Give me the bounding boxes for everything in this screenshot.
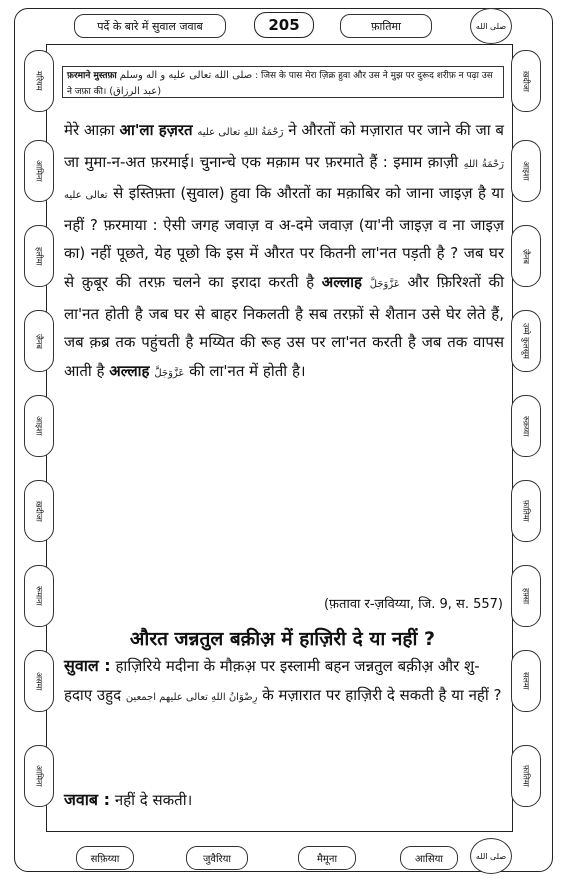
side-label-right: रुक़य्या xyxy=(511,395,541,457)
footer-item: मैमूना xyxy=(298,846,356,870)
body-arabic-honorific: رَحْمَةُ اللهِ تعالى عليه xyxy=(197,127,284,138)
answer-block xyxy=(64,786,504,815)
header-logo: صلى الله xyxy=(470,8,512,44)
footer-item: जुवैरिया xyxy=(186,846,248,870)
side-label-left: असमा xyxy=(24,650,54,712)
question-arabic: رِضْوَانُ اللهِ تعالى عليهم اجمعين xyxy=(125,691,258,703)
section-heading: औरत जन्नतुल बक़ीअ़ में हाज़िरी दे या नहीं ? xyxy=(129,628,436,650)
azza-honorific: عَزَّوَجَلَّ xyxy=(369,278,400,290)
body-text: ने औरतों को मज़ारात पर जाने की जा ब जा मुमा-न-अत फ़रमाई। चुनान्चे एक मक़ाम पर फ़रमाते हैं : इमाम क़ाज़ी xyxy=(64,121,504,171)
hadith-source: (عبد الرزاق) xyxy=(109,86,162,97)
page-number: 205 xyxy=(254,12,314,38)
side-label-right: फ़ातिमा xyxy=(511,480,541,542)
side-label-right: ख़दीजा xyxy=(511,50,541,112)
side-label-right: हफ़्सा xyxy=(511,565,541,627)
side-label-right: फ़ातिमा xyxy=(511,745,541,807)
footer-item: आसिया xyxy=(400,846,458,870)
body-text: से इस्तिफ़्ता (सुवाल) हुवा कि औरतों का मक़ाबिर को जाना जाइज़ है या नहीं ? फ़रमाया : ऐसी जगह जवाज़ व अ-दमे जवाज़ (या'नी जाइज़ व ना जाइज़ का) नहीं पूछते, येह पूछो कि इस में औरत पर कितनी ला'नत पड़ती है ? जब घर से क़ुबूर की तरफ़ चलने का इरादा करती है xyxy=(64,184,504,291)
side-label-left: रूमाना xyxy=(24,565,54,627)
side-label-right: ज़ैनब xyxy=(511,225,541,287)
side-label-left: आइशा xyxy=(24,395,54,457)
header-right-title: फ़ातिमा xyxy=(340,14,432,38)
side-label-left: हलीमा xyxy=(24,225,54,287)
side-label-left: आमिना xyxy=(24,140,54,202)
hadith-box xyxy=(62,66,504,98)
footer-item: सफ़िय्या xyxy=(76,846,134,870)
hadith-arabic: صلى الله تعالى عليه و اله وسلم xyxy=(119,70,253,81)
azza-honorific: عَزَّوَجَلَّ xyxy=(154,367,185,379)
side-label-right: सलमा xyxy=(511,650,541,712)
question-block xyxy=(64,652,504,712)
body-text: और फ़िरिश्तों की ला'नत होती है जब घर से बाहर निकलती है सब तरफ़ों से शैतान उसे घेर लेते हैं, जब क़ब्र तक पहुंचती है मय्यित की रूह उस पर ला'नत करती है जब तक वापस आती है xyxy=(64,272,504,380)
side-label-left: ज़ैनब xyxy=(24,310,54,372)
side-label-left: मरियम xyxy=(24,50,54,112)
question-label: सुवाल : xyxy=(64,656,111,675)
question-text: के मज़ारात पर हाज़िरी दे सकती है या नहीं ? xyxy=(262,685,502,704)
reference: (फ़तावा र-ज़विय्या, जि. 9, स. 557) xyxy=(323,597,503,612)
body-bold-title: आ'ला हज़रत xyxy=(119,121,193,139)
side-label-right: उम्मे कुलसूम xyxy=(511,310,541,372)
side-label-left: ख़दीजा xyxy=(24,480,54,542)
body-arabic-honorific: رَحْمَةُ اللهِ تعالى عليه xyxy=(64,158,504,202)
allah-name: अल्लाह xyxy=(321,272,363,291)
hadith-text: : जिस के पास मेरा ज़िक्र हुवा और उस ने मुझ पर दुरूद शरीफ़ न पढ़ा उस ने जफ़ा की। xyxy=(67,71,493,97)
body-text: मेरे आक़ा xyxy=(64,121,115,139)
side-label-right: आइशा xyxy=(511,140,541,202)
answer-label: जवाब : xyxy=(64,790,111,809)
allah-name: अल्लाह xyxy=(109,361,150,380)
answer-text: नहीं दे सकती। xyxy=(114,791,193,809)
question-text: हाज़िरिये मदीना के मौक़अ़ पर इस्लामी बहन जन्नतुल बक़ीअ़ और शु-हदाए उहुद xyxy=(64,657,480,704)
body-paragraph xyxy=(64,116,504,388)
footer-logo: صلى الله xyxy=(470,838,512,874)
body-text: की ला'नत में होती है। xyxy=(189,361,306,380)
hadith-label: फ़रमाने मुस्तफ़ा xyxy=(67,71,117,81)
header-left-title: पर्दे के बारे में सुवाल जवाब xyxy=(74,14,226,38)
side-label-left: आमिना xyxy=(24,745,54,807)
